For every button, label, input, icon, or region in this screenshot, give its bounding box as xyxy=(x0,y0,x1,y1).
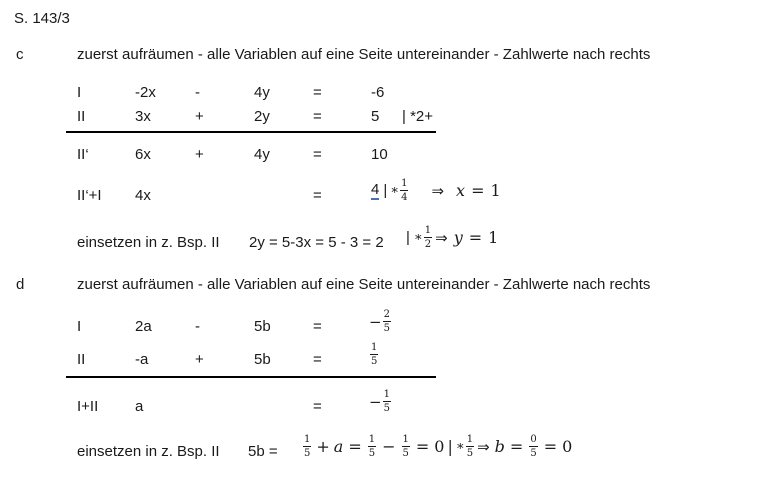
equation-name: II xyxy=(77,351,86,368)
numerator: 1 xyxy=(402,434,409,445)
result-value: 1 xyxy=(490,181,501,200)
implies-arrow: ⇒ xyxy=(435,228,448,247)
substitution-expression: 2y = 5-3x = 5 - 3 = 2 xyxy=(249,234,384,251)
equals-sign: = xyxy=(313,398,322,415)
equals-sign: = xyxy=(313,187,322,204)
denominator: 5 xyxy=(371,356,378,367)
numerator: 1 xyxy=(383,389,390,400)
term-a: a xyxy=(135,398,144,415)
operator: + xyxy=(195,351,204,368)
result-value: 0 xyxy=(562,437,573,456)
substitution-text: einsetzen in z. Bsp. II xyxy=(77,443,220,460)
fraction-one-quarter xyxy=(400,178,408,203)
c-substitution-result xyxy=(406,225,498,250)
equals-sign: = xyxy=(313,108,322,125)
fraction-3 xyxy=(402,434,410,459)
rhs-value: 10 xyxy=(371,146,388,163)
fraction-5 xyxy=(529,434,537,459)
equation-name: II‘ xyxy=(77,146,89,163)
denominator: 5 xyxy=(530,448,537,459)
equals-sign: = xyxy=(313,318,322,335)
result-equals: = xyxy=(471,181,485,200)
equation-name: II‘+I xyxy=(77,187,102,204)
fraction-2 xyxy=(368,434,376,459)
denominator: 5 xyxy=(383,403,390,414)
numerator: 0 xyxy=(530,434,537,445)
fraction-1 xyxy=(303,434,311,459)
implies-arrow: ⇒ xyxy=(477,437,490,456)
fraction-4 xyxy=(466,434,474,459)
variable-a: a xyxy=(333,437,344,456)
fraction-two-fifths xyxy=(383,309,391,334)
rhs-fraction xyxy=(369,309,392,334)
numerator: 1 xyxy=(424,225,432,236)
equals-sign: = xyxy=(543,437,558,456)
denominator: 5 xyxy=(402,448,409,459)
term-y: 4y xyxy=(254,146,270,163)
bar-separator: | xyxy=(406,229,410,246)
rhs-value: -6 xyxy=(371,84,385,101)
times-symbol: ∗ xyxy=(390,183,400,198)
minus-sign: − xyxy=(369,392,382,411)
implies-arrow: ⇒ xyxy=(431,181,445,200)
denominator: 5 xyxy=(466,448,474,459)
fraction-one-fifth xyxy=(370,342,378,367)
d-divider-line xyxy=(66,376,436,378)
page-header: S. 143/3 xyxy=(14,10,70,27)
bar-separator: | xyxy=(383,182,388,199)
operator: - xyxy=(195,318,200,335)
rhs-value: 5 xyxy=(371,108,380,125)
part-c-instruction: zuerst aufräumen - alle Variablen auf eine Seite untereinander - Zahlwerte nach rechts xyxy=(77,46,651,63)
operation-note: | *2+ xyxy=(402,108,434,125)
denominator: 2 xyxy=(424,239,432,250)
substitution-text: einsetzen in z. Bsp. II xyxy=(77,234,220,251)
term-b: 5b xyxy=(254,318,271,335)
operator: - xyxy=(195,84,200,101)
plus-sign: + xyxy=(316,437,330,456)
equals-sign: = xyxy=(313,84,322,101)
term-x: 6x xyxy=(135,146,151,163)
c-divider-line xyxy=(66,131,436,133)
term-y: 2y xyxy=(254,108,270,125)
equals-sign: = xyxy=(313,351,322,368)
rhs-fraction xyxy=(369,342,379,367)
fraction-one-fifth xyxy=(383,389,391,414)
numerator: 1 xyxy=(304,434,311,445)
equation-name: I xyxy=(77,318,82,335)
term-x: 4x xyxy=(135,187,151,204)
denominator: 5 xyxy=(368,448,376,459)
c-sum-rhs xyxy=(371,178,501,203)
operator: + xyxy=(195,108,204,125)
numerator: 2 xyxy=(383,309,390,320)
rhs-fraction xyxy=(369,389,392,414)
fraction-one-half xyxy=(424,225,432,250)
result-variable: x xyxy=(456,181,466,200)
equation-name: I xyxy=(77,84,82,101)
rhs-value: 4 xyxy=(371,181,380,198)
d-substitution-expression xyxy=(302,434,572,459)
equals-sign: = xyxy=(348,437,362,456)
numerator: 1 xyxy=(466,434,474,445)
equation-name: II xyxy=(77,108,86,125)
numerator: 1 xyxy=(401,178,408,189)
term-a: -a xyxy=(135,351,149,368)
zero-value: 0 xyxy=(434,437,445,456)
times-symbol: ∗ xyxy=(413,230,423,245)
result-equals: = xyxy=(468,228,483,247)
denominator: 5 xyxy=(304,448,311,459)
numerator: 1 xyxy=(368,434,376,445)
minus-sign: − xyxy=(369,312,382,331)
equals-sign: = xyxy=(509,437,524,456)
bar-separator: | xyxy=(447,437,453,456)
equals-sign: = xyxy=(415,437,430,456)
term-b: 5b xyxy=(254,351,271,368)
part-d-label: d xyxy=(16,276,25,293)
denominator: 4 xyxy=(401,192,408,203)
operator: + xyxy=(195,146,204,163)
part-d-instruction: zuerst aufräumen - alle Variablen auf eine Seite untereinander - Zahlwerte nach rechts xyxy=(77,276,651,293)
equals-sign: = xyxy=(313,146,322,163)
minus-sign: − xyxy=(382,437,396,456)
equation-name: I+II xyxy=(77,398,99,415)
times-symbol: ∗ xyxy=(455,439,465,454)
term-a: 2a xyxy=(135,318,152,335)
term-x: -2x xyxy=(135,84,156,101)
variable-b: b xyxy=(494,437,505,456)
numerator: 1 xyxy=(371,342,378,353)
term-x: 3x xyxy=(135,108,151,125)
denominator: 5 xyxy=(383,323,390,334)
term-y: 4y xyxy=(254,84,270,101)
substitution-lhs: 5b = xyxy=(248,443,278,460)
result-variable: y xyxy=(453,228,463,247)
result-value: 1 xyxy=(488,228,499,247)
part-c-label: c xyxy=(16,46,24,63)
